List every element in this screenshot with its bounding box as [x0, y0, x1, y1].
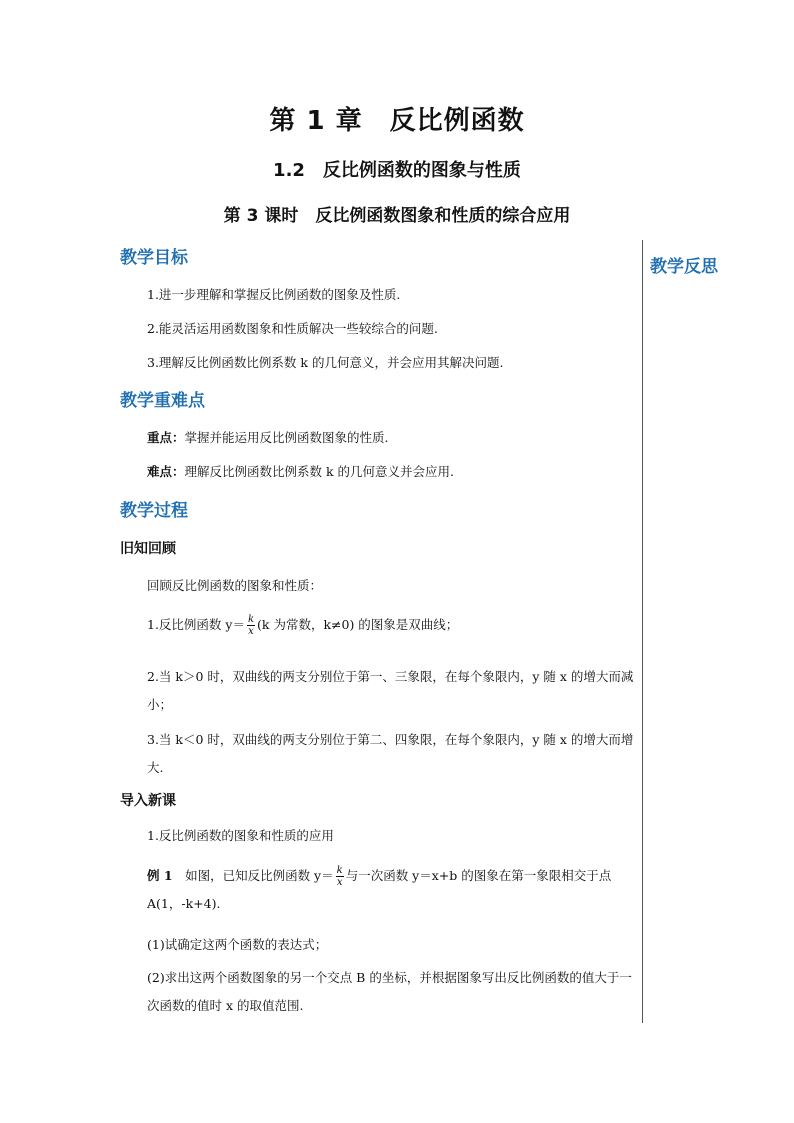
example-suffix: 与一次函数 y＝x+b 的图象在第一象限相交于点 A(1，-k+4).	[147, 868, 612, 911]
key-point-line	[147, 428, 389, 446]
example-prefix: 如图，已知反比例函数 y＝	[185, 868, 334, 883]
review-heading: 旧知回顾	[120, 541, 176, 557]
objective-item: 3.理解反比例函数比例系数 k 的几何意义，并会应用其解决问题.	[147, 355, 504, 370]
reflection-label: 教学反思	[650, 257, 718, 277]
review-item-1	[147, 614, 458, 637]
example-label: 例 1	[147, 868, 173, 883]
review-1-prefix: 1.反比例函数 y＝	[147, 617, 245, 632]
example-1	[147, 862, 635, 918]
question-1: (1)试确定这两个函数的表达式；	[147, 937, 328, 952]
intro-heading: 导入新课	[120, 793, 176, 809]
chapter-title: 第 1 章 反比例函数	[269, 106, 525, 136]
difficult-text: 理解反比例函数比例系数 k 的几何意义并会应用.	[184, 464, 455, 479]
key-label: 重点：	[147, 430, 185, 445]
fraction-denominator: x	[336, 877, 343, 888]
fraction-numerator: k	[247, 614, 255, 625]
fraction-k-over-x	[336, 865, 344, 888]
intro-item-1: 1.反比例函数的图象和性质的应用	[147, 828, 334, 843]
review-item-3: 3.当 k＜0 时，双曲线的两支分别位于第二、四象限，在每个象限内，y 随 x 的增大而增大.	[147, 732, 634, 775]
key-points-heading: 教学重难点	[120, 391, 205, 411]
fraction-numerator: k	[336, 865, 343, 876]
review-item-2: 2.当 k＞0 时，双曲线的两支分别位于第一、三象限，在每个象限内，y 随 x 的增大而减小；	[147, 669, 634, 712]
fraction-denominator: x	[248, 626, 254, 637]
difficult-label: 难点：	[147, 464, 185, 479]
sidebar-divider	[642, 240, 643, 1023]
process-heading: 教学过程	[120, 501, 188, 521]
question-2: (2)求出这两个函数图象的另一个交点 B 的坐标，并根据图象写出反比例函数的值大于一次函数的值时 x 的取值范围.	[147, 970, 632, 1013]
objective-item: 2.能灵活运用函数图象和性质解决一些较综合的问题.	[147, 321, 438, 336]
fraction-k-over-x	[247, 614, 255, 637]
objective-item: 1.进一步理解和掌握反比例函数的图象及性质.	[147, 287, 401, 302]
section-title: 1.2 反比例函数的图象与性质	[273, 160, 521, 181]
objectives-heading: 教学目标	[120, 248, 188, 268]
review-1-suffix: (k 为常数，k≠0) 的图象是双曲线；	[257, 617, 459, 632]
key-text: 掌握并能运用反比例函数图象的性质.	[184, 430, 389, 445]
lesson-title: 第 3 课时 反比例函数图象和性质的综合应用	[223, 206, 571, 226]
review-intro: 回顾反比例函数的图象和性质：	[147, 578, 323, 593]
difficult-point-line	[147, 462, 454, 480]
